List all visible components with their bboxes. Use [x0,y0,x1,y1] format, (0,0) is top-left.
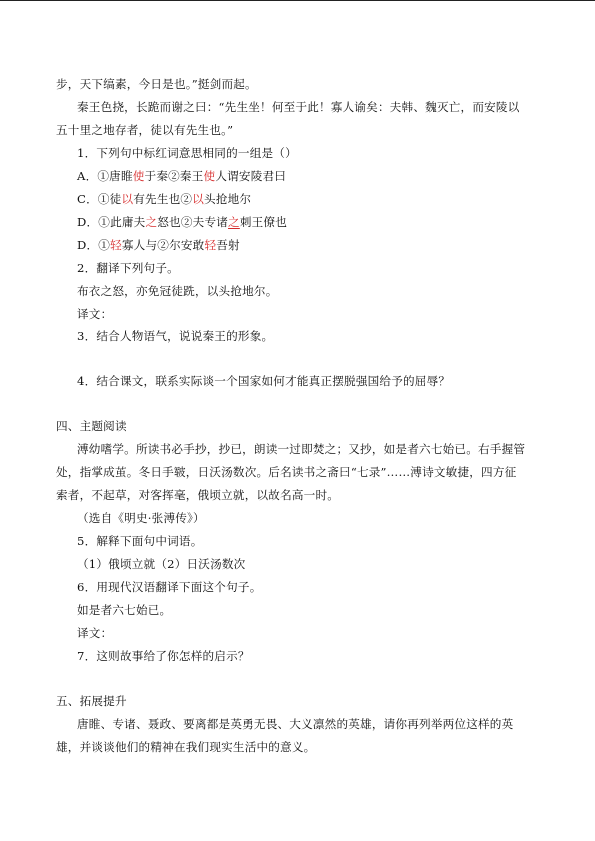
option-d1-text-2: 怒也②夫专诸 [157,215,229,229]
option-c-highlight-1: 以 [121,192,134,206]
section-4-passage-line-3: 索者，不起草，对客挥毫，俄顷立就，以故名高一时。 [56,488,340,502]
section-4-passage-line-1: 溥幼嗜学。所读书必手抄，抄已，朗读一过即焚之；又抄，如是者六七始已。右手握管 [77,442,526,456]
option-c-text-3: 头抢地尔 [204,192,252,206]
section-4-source: （选自《明史·张溥传》） [77,511,205,525]
section-4-heading: 四、主题阅读 [56,419,127,433]
question-2-translation-label: 译文： [77,307,113,321]
option-d2-text-3: 吾射 [216,238,240,252]
passage-line-2: 秦王色挠，长跪而谢之曰：“先生坐！何至于此！寡人谕矣：夫韩、魏灭亡，而安陵以 [77,100,520,114]
section-5-heading: 五、拓展提升 [56,694,127,708]
question-7-stem: 7．这则故事给了你怎样的启示？ [77,649,250,663]
question-1-stem: 1．下列句中标红词意思相同的一组是（） [77,146,297,160]
option-c-highlight-2: 以 [192,192,205,206]
option-a-text-2: 于秦②秦王 [144,169,204,183]
question-5-stem: 5．解释下面句中词语。 [77,534,203,548]
option-d2-text-1: D．① [77,238,111,252]
question-5-items: （1）俄顷立就（2）日沃汤数次 [77,557,246,571]
question-6-sentence: 如是者六七始已。 [77,603,172,617]
section-5-line-1: 唐睢、专诸、聂政、要离都是英勇无畏、大义凛然的英雄，请你再列举两位这样的英 [77,717,514,731]
question-3-stem: 3．结合人物语气，说说秦王的形象。 [77,329,274,343]
section-4-passage-line-2: 处，指掌成茧。冬日手皲，日沃汤数次。后名读书之斋曰“七录”……溥诗文敏捷，四方征 [56,465,517,479]
question-2-stem: 2．翻译下列句子。 [77,261,179,275]
option-a-highlight-1: 使 [132,169,145,183]
option-a-text-3: 人谓安陵君曰 [215,169,287,183]
option-a-highlight-2: 使 [203,169,216,183]
option-c-text-2: 有先生也② [133,192,193,206]
page-top-rule [0,0,595,1]
option-d1-highlight-2: 之 [228,215,240,229]
option-d-first [77,215,287,229]
option-a [77,169,286,183]
question-6-translation-label: 译文： [77,626,113,640]
option-d-second [77,238,240,252]
option-d1-text-1: D．①此庸夫 [77,215,146,229]
option-c-text-1: C．①徒 [77,192,122,206]
passage-line-1: 步，天下缟素，今日是也。”挺剑而起。 [56,77,257,91]
option-d2-highlight-1: 轻 [110,238,122,252]
question-2-sentence: 布衣之怒，亦免冠徒跣，以头抢地尔。 [77,284,278,298]
option-d1-text-3: 刺王僚也 [239,215,288,229]
option-d2-highlight-2: 轻 [204,238,217,252]
question-6-stem: 6．用现代汉语翻译下面这个句子。 [77,580,262,594]
option-d1-highlight-1: 之 [145,215,158,229]
section-5-line-2: 雄，并谈谈他们的精神在我们现实生活中的意义。 [56,740,316,754]
option-c [77,192,251,206]
passage-line-3: 五十里之地存者，徒以有先生也。” [56,123,234,137]
option-d2-text-2: 寡人与②尔安敢 [121,238,205,252]
option-a-text-1: A．①唐睢 [77,169,133,183]
question-4-stem: 4．结合课文，联系实际谈一个国家如何才能真正摆脱强国给予的屈辱？ [77,374,451,388]
